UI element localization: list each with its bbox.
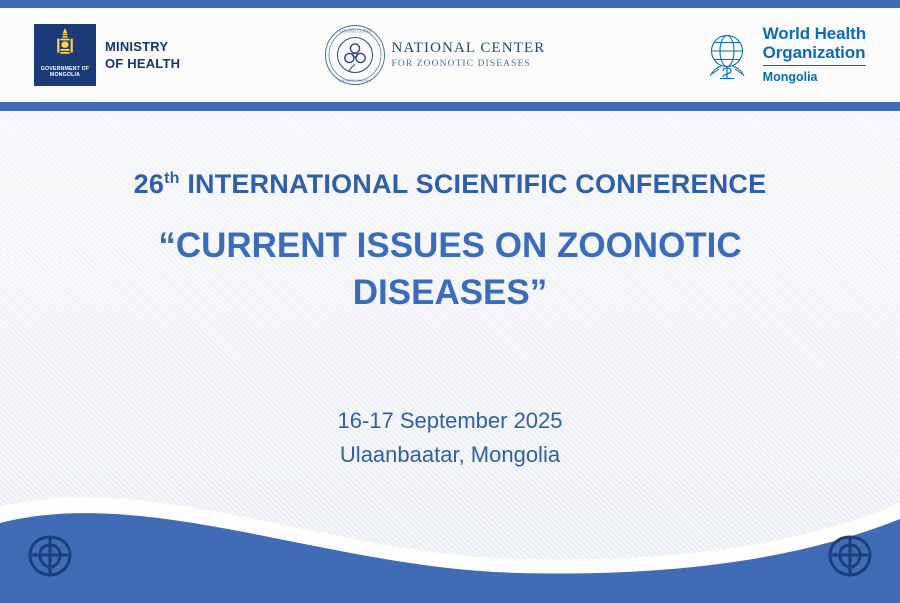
conference-ordinal: th — [164, 170, 180, 187]
nczd-logo — [324, 24, 546, 86]
decorative-wave — [0, 463, 900, 603]
top-accent-bar — [0, 0, 900, 8]
svg-text:ZOONOTIC DISEASES: ZOONOTIC DISEASES — [338, 78, 371, 83]
nczd-name — [392, 39, 546, 72]
who-logo — [699, 25, 866, 85]
nczd-name-line-1: NATIONAL CENTER — [391, 39, 546, 56]
who-divider — [763, 65, 866, 67]
emblem-caption: GOVERNMENT OF MONGOLIA — [40, 65, 90, 79]
conference-number: 26 — [133, 169, 165, 199]
mongolia-government-emblem-icon — [34, 24, 96, 86]
conference-topic: “CURRENT ISSUES ON ZOONOTIC DISEASES” — [158, 226, 742, 312]
header-divider-bar — [0, 102, 900, 111]
who-country-label: Mongolia — [762, 70, 818, 85]
conference-label: INTERNATIONAL SCIENTIFIC CONFERENCE — [187, 169, 767, 199]
nczd-seal-icon — [324, 24, 386, 86]
ministry-of-health-logo — [34, 24, 180, 86]
logo-header — [0, 8, 900, 102]
who-name-line-1: World Health — [762, 24, 866, 44]
slide-body — [0, 111, 900, 603]
event-location: Ulaanbaatar, Mongolia — [339, 442, 561, 467]
ministry-of-health-name — [105, 38, 180, 72]
who-name — [763, 25, 866, 85]
ulzii-knot-left-icon — [18, 531, 82, 583]
ulzii-knot-right-icon — [818, 531, 882, 583]
who-name-line-2: Organization — [762, 42, 866, 62]
ministry-name-line-2: OF HEALTH — [105, 56, 181, 71]
title-block — [0, 169, 900, 316]
soyombo-symbol-icon — [55, 28, 75, 64]
svg-text:NATIONAL CENTER: NATIONAL CENTER — [338, 29, 371, 34]
ministry-name-line-1: MINISTRY — [105, 39, 169, 54]
event-meta — [0, 408, 900, 468]
conference-title-line — [0, 169, 900, 200]
who-emblem-icon — [699, 27, 755, 83]
event-date: 16-17 September 2025 — [337, 408, 563, 433]
nczd-name-line-2: FOR ZOONOTIC DISEASES — [391, 59, 531, 70]
